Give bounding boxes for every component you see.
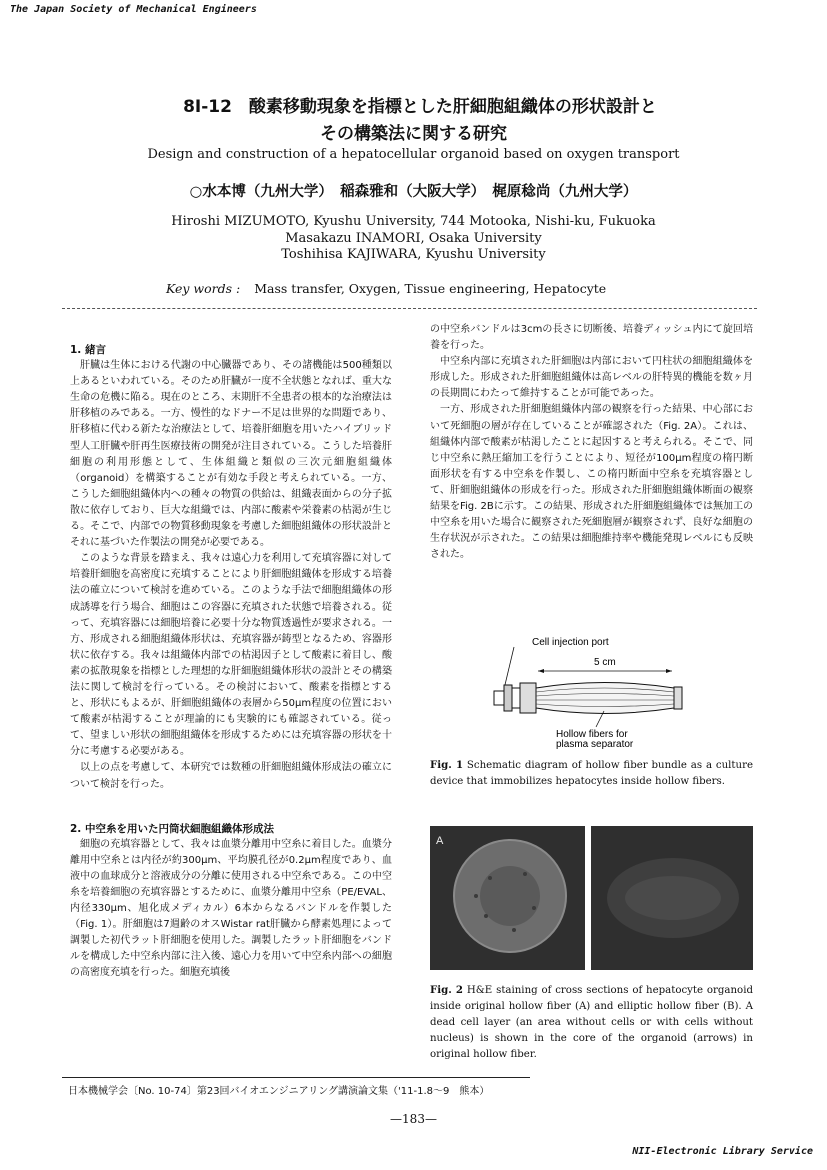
section2-paragraph: 細胞の充填容器として、我々は血漿分離用中空糸に着目した。血漿分離用中空糸とは内径が約300μm、平均膜孔径が0.2μm程度であり、血液中の血球成分と溶液成分の分離に使用される中空糸である。この中空糸を培養細胞の充填容器とするために、血漿分離用中空糸（PE/EVAL、内径330μm、旭化成メディカル）6本からなるバンドルを作製した（Fig. 1）。肝細胞は7週齢のオスWistar rat肝臓から酵素処理によって調製した初代ラット肝細胞を使用した。調製したラット肝細胞をバンドルを構成した中空糸内部に注入後、遠心力を用いて中空糸内部への細胞の高密度充填を行った。細胞充填後 xyxy=(70,838,392,979)
keywords-line xyxy=(166,281,606,296)
port-fitting-left xyxy=(504,685,512,711)
port-leader-line xyxy=(504,647,514,689)
keywords-label: Key words : xyxy=(166,281,241,296)
fig2-caption-label: Fig. 2 xyxy=(430,984,464,996)
section1-heading: 1. 緒言 xyxy=(70,344,106,356)
fiber-bundle xyxy=(536,683,674,714)
fig1-fibers-label-2: plasma separator xyxy=(556,739,634,750)
fig2-caption-text: H&E staining of cross sections of hepatocyte organoid inside original hollow fiber (A) and elliptic hollow fiber (B). A dead cell layer (an area without cells or with cells without nucleus) is shown in the core of the organoid (arrows) in original hollow fiber. xyxy=(430,985,753,1060)
left-column xyxy=(70,342,392,982)
fig2-panel-b xyxy=(591,826,753,970)
fig2-micrographs xyxy=(430,826,753,970)
fig1-caption xyxy=(430,757,753,790)
keywords: Mass transfer, Oxygen, Tissue engineering, Hepatocyte xyxy=(254,281,607,296)
right-paragraph: 一方、形成された肝細胞組織体内部の観察を行った結果、中心部において死細胞の層が存在していることが確認された（Fig. 2A）。これは、組織体内部で酸素が枯渇したことに起因すると考えられる。そこで、同じ中空糸に熱圧縮加工を行うことにより、短径が100μm程度の楕円断面形状を有する中空糸を作製し、この楕円断面中空糸を充填容器として、肝細胞組織体の形成を行った。形成された肝細胞組織体断面の観察結果をFig. 2Bに示す。この結果、形成された肝細胞組織体では無加工の中空糸を用いた場合に観察された死細胞層が観察されず、良好な細胞の生存状況が示された。この結果は細胞維持率や機能発現レベルにも反映された。 xyxy=(430,404,753,561)
section2-heading: 2. 中空糸を用いた円筒状細胞組織体形成法 xyxy=(70,822,274,835)
title-jp-line1: 8I-12 酸素移動現象を指標とした肝細胞組織体の形状設計と xyxy=(183,97,657,117)
length-arrow-left xyxy=(538,669,544,673)
affiliation-3: Toshihisa KAJIWARA, Kyushu University xyxy=(281,247,546,262)
bundle-connector-left xyxy=(520,683,536,713)
title-en: Design and construction of a hepatocellular organoid based on oxygen transport xyxy=(147,147,680,162)
section1-paragraph: 以上の点を考慮して、本研究では数種の肝細胞組織体形成法の確立について検討を行った。 xyxy=(70,762,392,790)
footnote: 日本機械学会〔No. 10-74〕第23回バイオエンジニアリング講演論文集（'11-1.8〜9 熊本） xyxy=(68,1086,490,1097)
authors-jp: ○水本博（九州大学） 稲森雅和（大阪大学） 梶原稔尚（九州大学） xyxy=(189,184,638,200)
fig1-length-label: 5 cm xyxy=(594,657,616,668)
length-arrow-right xyxy=(666,669,672,673)
fig1-port-label: Cell injection port xyxy=(532,637,609,648)
fig1-hollow-fiber-diagram xyxy=(484,633,720,753)
fig1-fibers-label-1: Hollow fibers for xyxy=(556,729,628,740)
fig1-caption-label: Fig. 1 xyxy=(430,759,464,771)
footnote-rule xyxy=(62,1077,530,1078)
fig1-caption-text: Schematic diagram of hollow fiber bundle as a culture device that immobilizes hepatocytes inside hollow fibers. xyxy=(430,760,753,787)
affiliation-2: Masakazu INAMORI, Osaka University xyxy=(285,231,542,246)
section1-paragraph: 肝臓は生体における代謝の中心臓器であり、その諸機能は500種類以上あるといわれている。そのため肝臓が一度不全状態となれば、重大な生命の危機に陥る。現在のところ、末期肝不全患者の根本的な治療法は肝移植のみである。一方、慢性的なドナー不足は世界的な問題であり、肝移植に代わる新たな治療法として、培養肝細胞を用いたハイブリッド型人工肝臓や肝再生医療技術の開発が注目されている。こうした培養肝細胞の利用形態として、生体組織と類似の三次元細胞組織体（organoid）を構築することが有効な手段と考えられている。一方、こうした細胞組織体内への種々の物質の供給は、組織表面からの分子拡散に依存しており、巨大な組織では、内部に酸素や栄養素の枯渇が生じる。そこで、内部での物質移動現象を考慮した細胞組織体の形状設計とそれに基づいた作製法の開発が必要である。 xyxy=(70,360,392,549)
title-jp-line2: その構築法に関する研究 xyxy=(320,124,507,144)
right-column xyxy=(430,322,753,563)
separator-dashed xyxy=(62,308,757,309)
port-fitting-mid xyxy=(512,688,520,708)
journal-header: The Japan Society of Mechanical Engineers xyxy=(10,4,257,15)
fig2-panel-a-label: A xyxy=(436,835,444,847)
injection-port xyxy=(494,691,504,705)
service-footer: NII-Electronic Library Service xyxy=(632,1146,813,1157)
bundle-end-right xyxy=(674,687,682,709)
fig2-caption xyxy=(430,982,753,1063)
affiliation-1: Hiroshi MIZUMOTO, Kyushu University, 744 Motooka, Nishi-ku, Fukuoka xyxy=(171,214,656,229)
fig2-panel-a xyxy=(430,826,585,970)
section1-paragraph: このような背景を踏まえ、我々は遠心力を利用して充填容器に対して培養肝細胞を高密度に充填することにより肝細胞組織体を形成する培養法の確立について検討を進めている。このような手法で細胞組織体の形成誘導を行う場合、細胞はこの容器に充填された状態で培養される。従って、充填容器には細胞培養に必要十分な物質透過性が要求される。一方、形成される細胞組織体形状は、充填容器が鋳型となるため、容器形状に依存する。我々は組織体内部での枯渇因子として酸素に着目し、酸素の拡散現象を指標とした理想的な肝細胞組織体形状の設計とその構築法に関して検討を行っている。その検討において、酸素を指標とすると、形状にもよるが、肝細胞組織体の表層から50μm程度の位置において酸素が枯渇することが理論的にも実験的にも確認されている。従って、望ましい形状の細胞組織体を形成するためには充填容器の形状を十分に考慮する必要がある。 xyxy=(70,553,392,758)
page-number: —183— xyxy=(390,1112,437,1126)
right-paragraph: の中空糸バンドルは3cmの長さに切断後、培養ディッシュ内にて旋回培養を行った。 xyxy=(430,324,753,352)
right-paragraph: 中空糸内部に充填された肝細胞は内部において円柱状の細胞組織体を形成した。形成された肝細胞組織体は高レベルの肝特異的機能を数ヶ月の長期間にわたって維持することが可能であった。 xyxy=(430,356,753,400)
